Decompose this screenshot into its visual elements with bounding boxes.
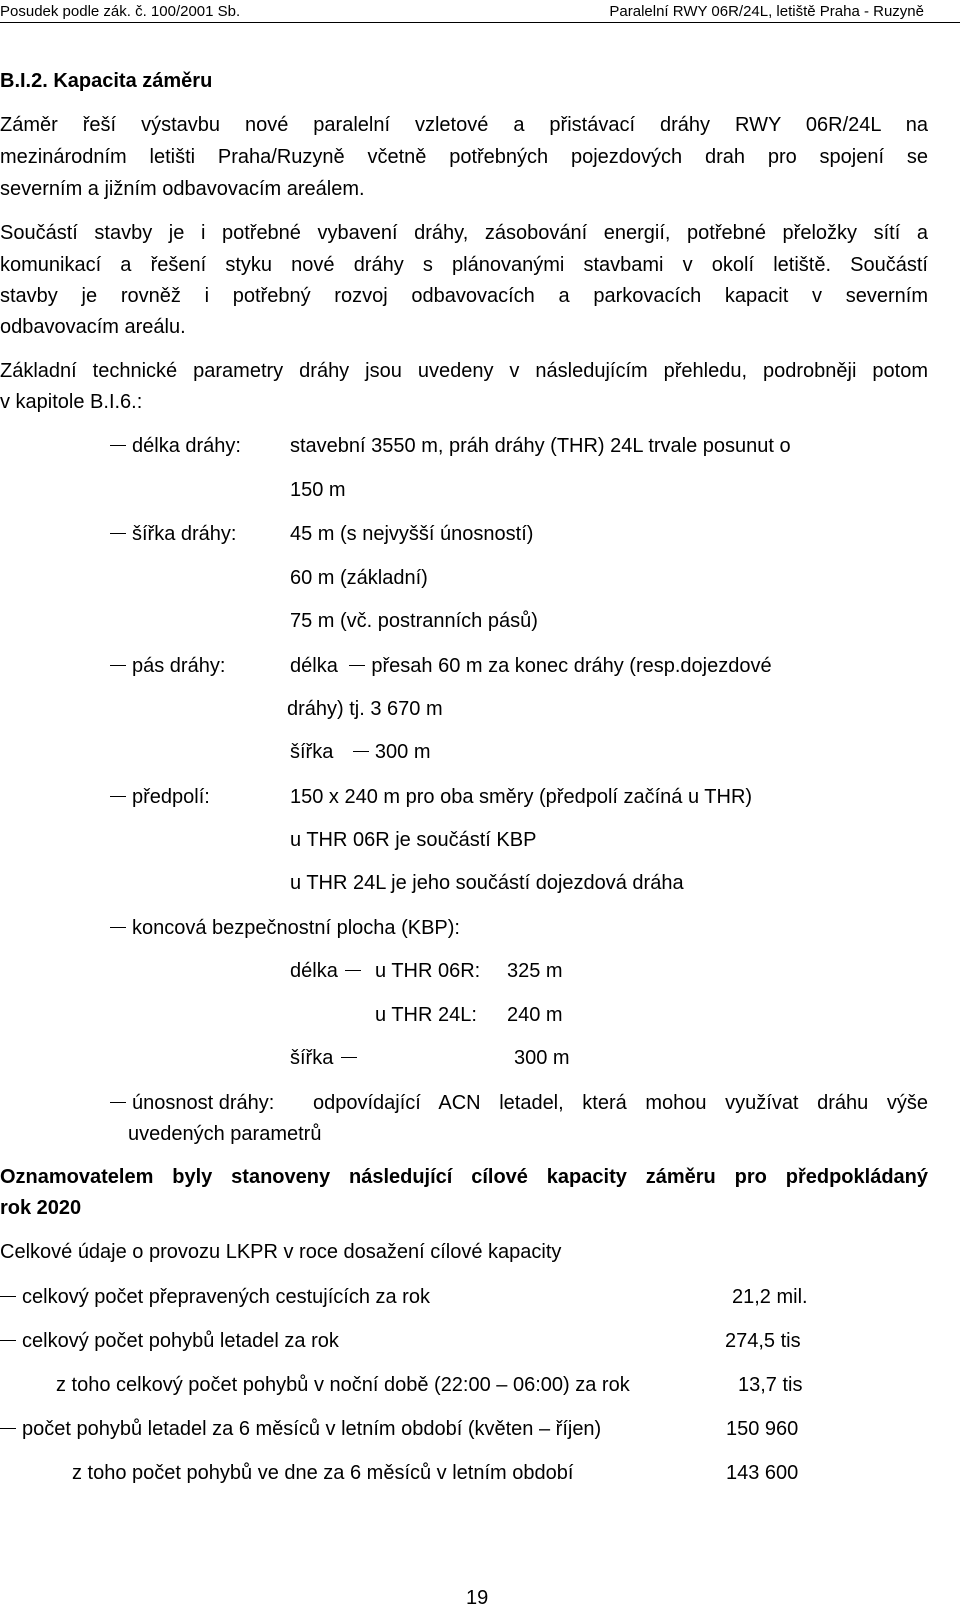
param-forefield-label: předpolí: xyxy=(110,786,210,809)
param-resa-thr24-label: u THR 24L: xyxy=(375,1004,477,1026)
capacity-heading-line-2: rok 2020 xyxy=(0,1197,82,1219)
param-width-value-2: 60 m (základní) xyxy=(290,567,428,589)
paragraph-1-line-2: mezinárodním letišti Praha/Ruzyně včetně potřebných pojezdových drah pro spojení se xyxy=(0,146,928,168)
param-bearing-value-2: uvedených parametrů xyxy=(128,1123,322,1145)
param-length-label: délka dráhy: xyxy=(110,435,241,458)
dash-separator xyxy=(341,1057,357,1058)
capacity-heading-line-1: Oznamovatelem byly stanoveny následující cílové kapacity záměru pro předpokládaný xyxy=(0,1166,928,1188)
capacity-row-label: z toho počet pohybů ve dne za 6 měsíců v letním období xyxy=(72,1462,574,1484)
dash-bullet xyxy=(110,796,126,797)
param-strip-width: šířka 300 m xyxy=(290,741,431,763)
paragraph-1-line-3: severním a jižním odbavovacím areálem. xyxy=(0,178,365,200)
param-forefield-value-3: u THR 24L je jeho součástí dojezdová dráha xyxy=(290,872,684,894)
capacity-row-value: 13,7 tis xyxy=(738,1374,803,1396)
param-bearing-label: únosnost dráhy: xyxy=(110,1092,274,1115)
param-length-value-2: 150 m xyxy=(290,479,346,501)
dash-bullet xyxy=(0,1428,16,1429)
section-title: B.I.2. Kapacita záměru xyxy=(0,70,213,92)
paragraph-3-line-2: v kapitole B.I.6.: xyxy=(0,391,143,413)
capacity-row-value: 143 600 xyxy=(726,1462,799,1484)
param-resa-thr06-label: u THR 06R: xyxy=(375,960,481,982)
param-length-value-1: stavební 3550 m, práh dráhy (THR) 24L trvale posunut o xyxy=(290,435,791,457)
capacity-row-label: počet pohybů letadel za 6 měsíců v letním období (květen – říjen) xyxy=(0,1418,601,1441)
dash-bullet xyxy=(110,927,126,928)
param-resa-width-value: 300 m xyxy=(514,1047,570,1069)
capacity-row-label: z toho celkový počet pohybů v noční době (22:00 – 06:00) za rok xyxy=(56,1374,630,1396)
dash-bullet xyxy=(0,1340,16,1341)
dash-separator xyxy=(353,751,369,752)
header-left: Posudek podle zák. č. 100/2001 Sb. xyxy=(0,3,241,20)
param-forefield-value-2: u THR 06R je součástí KBP xyxy=(290,829,537,851)
capacity-row-value: 274,5 tis xyxy=(725,1330,801,1352)
paragraph-3-line-1: Základní technické parametry dráhy jsou uvedeny v následujícím přehledu, podrobněji potom xyxy=(0,360,928,382)
header-rule xyxy=(0,22,960,23)
param-width-value-1: 45 m (s nejvyšší únosností) xyxy=(290,523,534,545)
capacity-intro: Celkové údaje o provozu LKPR v roce dosažení cílové kapacity xyxy=(0,1241,562,1263)
param-strip-length: délka přesah 60 m za konec dráhy (resp.dojezdové xyxy=(290,655,772,677)
dash-bullet xyxy=(0,1296,16,1297)
capacity-row-label: celkový počet pohybů letadel za rok xyxy=(0,1330,339,1353)
capacity-row-label: celkový počet přepravených cestujících za rok xyxy=(0,1286,430,1309)
dash-separator xyxy=(349,665,365,666)
dash-bullet xyxy=(110,1102,126,1103)
param-resa-thr06-value: 325 m xyxy=(507,960,563,982)
param-strip-label: pás dráhy: xyxy=(110,655,225,678)
param-bearing-value: odpovídající ACN letadel, která mohou využívat dráhu výše xyxy=(313,1092,928,1114)
capacity-row-value: 150 960 xyxy=(726,1418,799,1440)
param-resa-length: délka xyxy=(290,960,367,983)
paragraph-2-line-4: odbavovacím areálu. xyxy=(0,316,186,338)
header-right: Paralelní RWY 06R/24L, letiště Praha - Ruzyně xyxy=(609,3,924,20)
dash-bullet xyxy=(110,533,126,534)
paragraph-1-line-1: Záměr řeší výstavbu nové paralelní vzletové a přistávací dráhy RWY 06R/24L na xyxy=(0,114,928,136)
param-resa-width: šířka xyxy=(290,1047,363,1070)
param-resa-label: koncová bezpečnostní plocha (KBP): xyxy=(110,917,460,940)
page-number: 19 xyxy=(466,1587,489,1609)
dash-bullet xyxy=(110,445,126,446)
paragraph-2-line-2: komunikací a řešení styku nové dráhy s plánovanými stavbami v okolí letiště. Součástí xyxy=(0,254,928,276)
param-resa-thr24-value: 240 m xyxy=(507,1004,563,1026)
capacity-row-value: 21,2 mil. xyxy=(732,1286,808,1308)
paragraph-2-line-1: Součástí stavby je i potřebné vybavení dráhy, zásobování energií, potřebné přeložky sítí a xyxy=(0,222,928,244)
param-forefield-value-1: 150 x 240 m pro oba směry (předpolí začíná u THR) xyxy=(290,786,753,808)
paragraph-2-line-3: stavby je rovněž i potřebný rozvoj odbavovacích a parkovacích kapacit v severním xyxy=(0,285,928,307)
param-width-value-3: 75 m (vč. postranních pásů) xyxy=(290,610,538,632)
dash-bullet xyxy=(110,665,126,666)
param-strip-length-2: dráhy) tj. 3 670 m xyxy=(287,698,443,720)
param-width-label: šířka dráhy: xyxy=(110,523,236,546)
dash-separator xyxy=(345,970,361,971)
